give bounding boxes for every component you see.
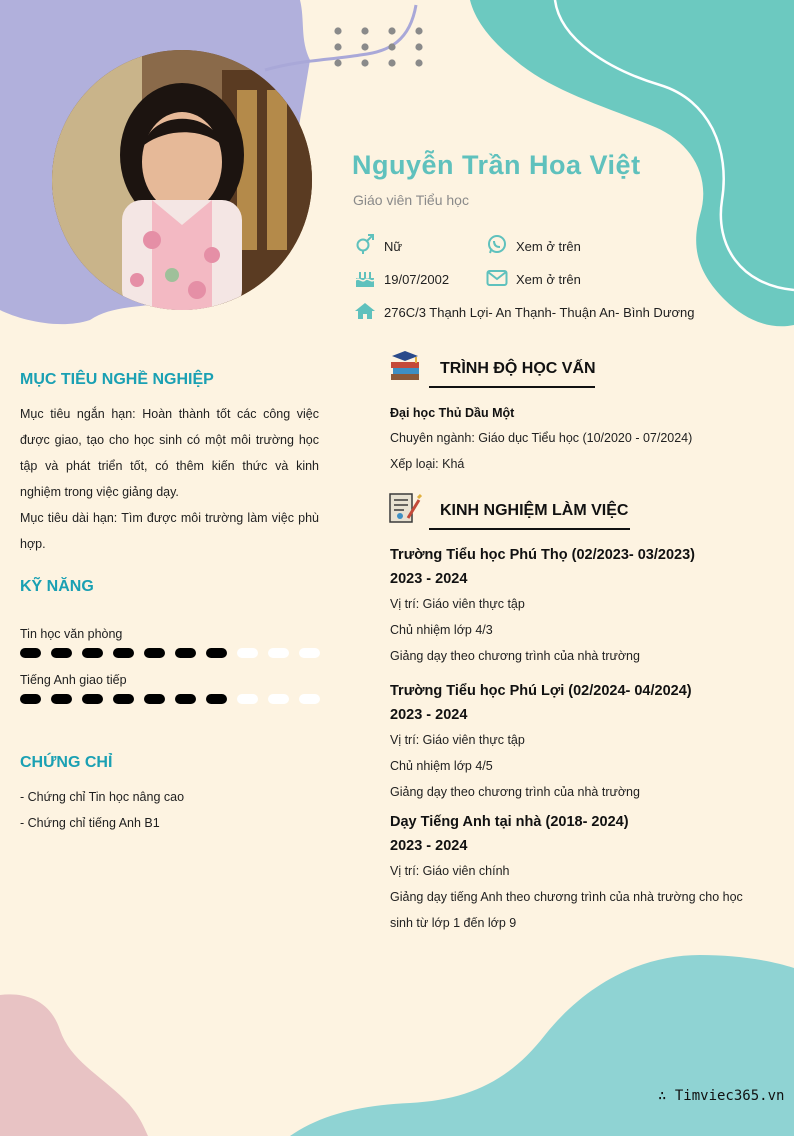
skill-dot-filled xyxy=(20,694,41,704)
skill-dot-filled xyxy=(206,694,227,704)
cake-icon xyxy=(354,268,376,288)
skill-dot-filled xyxy=(51,648,72,658)
job-duty: Giảng dạy tiếng Anh theo chương trình của nhà trường cho học sinh từ lớp 1 đến lớp 9 xyxy=(390,890,743,930)
skill-dot-empty xyxy=(268,648,289,658)
certificate-item: - Chứng chỉ tiếng Anh B1 xyxy=(20,816,160,830)
skill-dot-filled xyxy=(113,648,134,658)
job-position: Vị trí: Giáo viên chính xyxy=(390,864,510,878)
certificates-heading: CHỨNG CHỈ xyxy=(20,754,113,771)
email-value: Xem ở trên xyxy=(516,272,581,287)
career-long-term: Mục tiêu dài hạn: Tìm được môi trường làm việc phù hợp. xyxy=(20,511,319,551)
gender-icon xyxy=(354,234,376,254)
job-position: Vị trí: Giáo viên thực tập xyxy=(390,733,525,747)
certificate-item: - Chứng chỉ Tin học nâng cao xyxy=(20,790,185,804)
dots-decoration xyxy=(334,27,422,66)
skill-label: Tiếng Anh giao tiếp xyxy=(20,673,127,687)
job-class: Chủ nhiệm lớp 4/5 xyxy=(390,759,493,773)
birthday-value: 19/07/2002 xyxy=(384,272,450,287)
skill-meter xyxy=(20,648,320,658)
job-title-line: Trường Tiểu học Phú Thọ (02/2023- 03/2023) xyxy=(390,547,695,563)
address-value: 276C/3 Thạnh Lợi- An Thạnh- Thuận An- Bình Dương xyxy=(384,305,695,320)
skill-dot-filled xyxy=(82,648,103,658)
mail-icon xyxy=(486,268,508,288)
skills-heading: KỸ NĂNG xyxy=(20,578,94,595)
pink-blob xyxy=(0,994,148,1136)
teal-bottom-blob xyxy=(290,955,794,1136)
skill-dot-filled xyxy=(144,694,165,704)
job-years: 2023 - 2024 xyxy=(390,571,468,587)
skill-dot-filled xyxy=(20,648,41,658)
skill-dot-empty xyxy=(299,648,320,658)
skill-dot-empty xyxy=(237,694,258,704)
job-duty: Giảng dạy theo chương trình của nhà trường xyxy=(390,785,640,799)
experience-heading: KINH NGHIỆM LÀM VIỆC xyxy=(440,502,629,519)
whatsapp-icon xyxy=(486,234,508,254)
skill-dot-filled xyxy=(175,648,196,658)
skill-dot-filled xyxy=(113,694,134,704)
education-school: Đại học Thủ Dầu Một xyxy=(390,406,515,420)
skill-dot-filled xyxy=(82,694,103,704)
education-grade: Xếp loại: Khá xyxy=(390,457,465,471)
skill-meter xyxy=(20,694,320,704)
skill-dot-empty xyxy=(237,648,258,658)
home-icon xyxy=(354,301,376,321)
education-major: Chuyên ngành: Giáo dục Tiểu học (10/2020 - 07/2024) xyxy=(390,431,693,445)
job-title: Giáo viên Tiểu học xyxy=(353,192,469,208)
skill-dot-filled xyxy=(206,648,227,658)
skill-label: Tin học văn phòng xyxy=(20,627,123,641)
job-title-line: Dạy Tiếng Anh tại nhà (2018- 2024) xyxy=(390,814,629,830)
phone-value: Xem ở trên xyxy=(516,239,581,254)
career-heading: MỤC TIÊU NGHỀ NGHIỆP xyxy=(20,371,214,388)
experience-underline xyxy=(429,528,630,530)
skill-dot-empty xyxy=(268,694,289,704)
profile-photo xyxy=(52,50,312,310)
job-title-line: Trường Tiểu học Phú Lợi (02/2024- 04/2024) xyxy=(390,683,692,699)
education-underline xyxy=(429,386,595,388)
full-name: Nguyễn Trần Hoa Việt xyxy=(352,150,641,180)
gender-value: Nữ xyxy=(384,239,403,254)
skill-dot-filled xyxy=(144,648,165,658)
portfolio-icon xyxy=(388,492,422,524)
job-duty: Giảng dạy theo chương trình của nhà trường xyxy=(390,649,640,663)
job-years: 2023 - 2024 xyxy=(390,838,468,854)
career-short-term: Mục tiêu ngắn hạn: Hoàn thành tốt các công việc được giao, tạo cho học sinh có một môi trường học tập và phát triển tốt, có thêm kiến thức và kinh nghiệm trong việc giảng dạy. xyxy=(20,407,319,499)
graduation-icon xyxy=(388,350,422,382)
job-class: Chủ nhiệm lớp 4/3 xyxy=(390,623,493,637)
skill-dot-filled xyxy=(51,694,72,704)
skill-dot-empty xyxy=(299,694,320,704)
skill-dot-filled xyxy=(175,694,196,704)
job-position: Vị trí: Giáo viên thực tập xyxy=(390,597,525,611)
job-years: 2023 - 2024 xyxy=(390,707,468,723)
watermark-logo: ∴ Timviec365.vn xyxy=(658,1088,785,1104)
education-heading: TRÌNH ĐỘ HỌC VẤN xyxy=(440,360,596,377)
